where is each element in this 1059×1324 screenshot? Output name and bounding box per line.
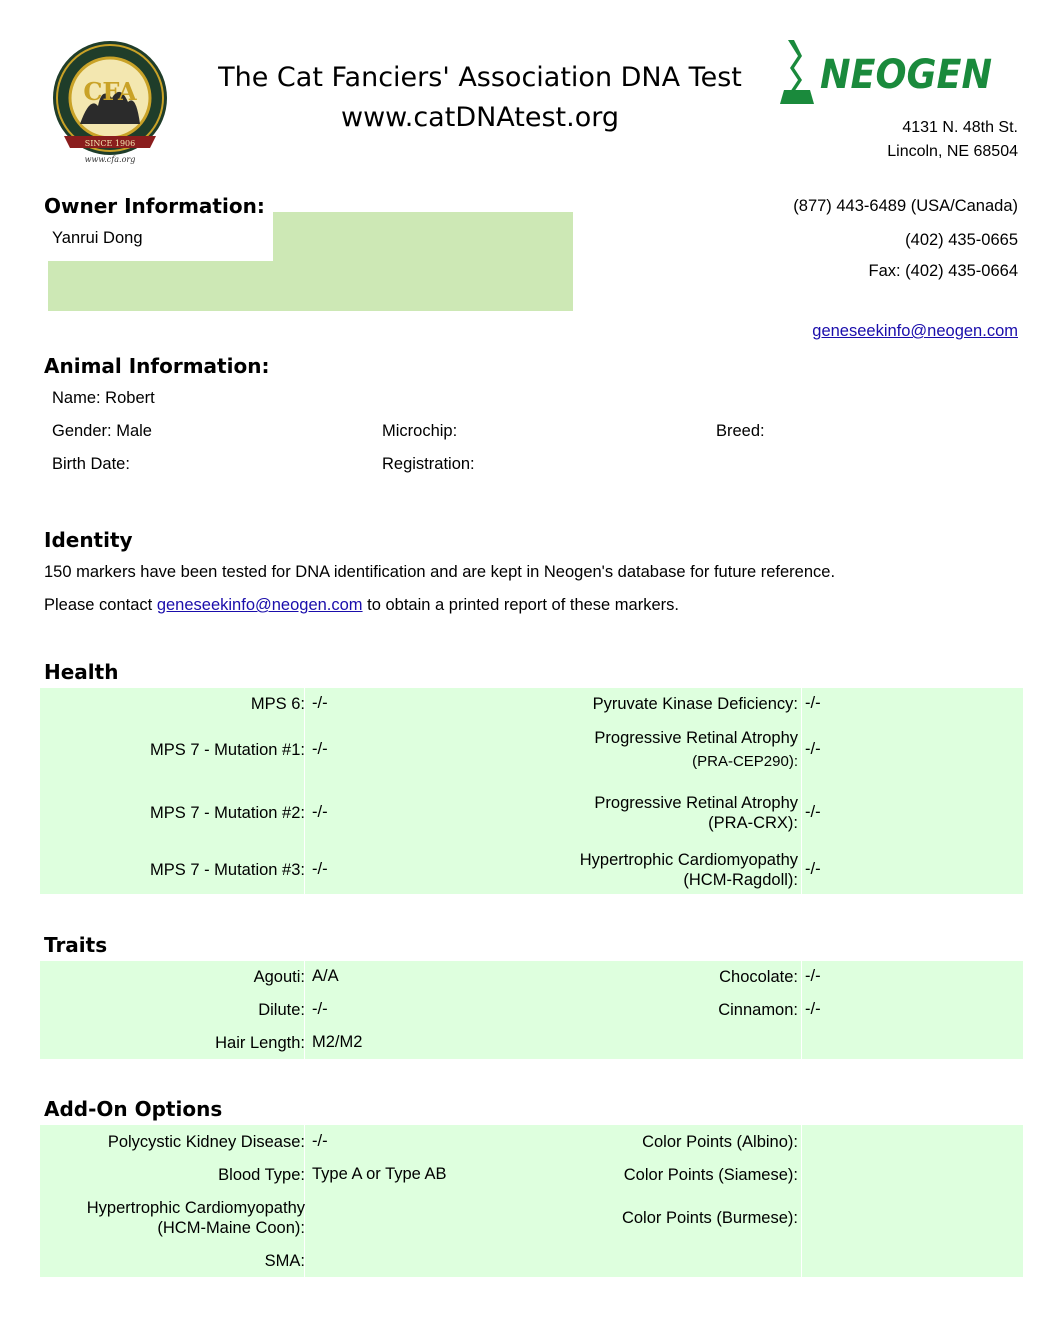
health-value: -/- (312, 803, 328, 821)
contact-email-link[interactable]: geneseekinfo@neogen.com (812, 322, 1018, 340)
addon-label: Blood Type: (218, 1166, 305, 1184)
cfa-logo (50, 36, 172, 166)
health-label-detail: (HCM-Ragdoll): (683, 871, 798, 889)
animal-microchip: Microchip: (382, 422, 458, 440)
addon-value: Type A or Type AB (312, 1165, 447, 1183)
phone-local: (402) 435-0665 (905, 231, 1018, 249)
redacted-address-field (48, 261, 573, 311)
animal-heading: Animal Information: (44, 354, 270, 378)
health-label: MPS 6: (250, 695, 305, 713)
health-value: -/- (805, 803, 821, 821)
svg-text:SINCE 1906: SINCE 1906 (84, 139, 136, 148)
health-label: MPS 7 - Mutation #3: (150, 861, 305, 879)
health-label: MPS 7 - Mutation #2: (150, 804, 305, 822)
health-value: -/- (312, 694, 328, 712)
animal-breed: Breed: (716, 422, 765, 440)
animal-gender: Gender: Male (52, 422, 152, 440)
health-label: Progressive Retinal Atrophy (594, 729, 798, 747)
animal-registration: Registration: (382, 455, 475, 473)
trait-label: Hair Length: (215, 1034, 305, 1052)
health-label: Progressive Retinal Atrophy (594, 794, 798, 812)
trait-value: A/A (312, 967, 339, 985)
traits-heading: Traits (44, 933, 108, 957)
animal-name: Name: Robert (52, 389, 155, 407)
addon-label-detail: (HCM-Maine Coon): (157, 1219, 305, 1237)
identity-contact-suffix: to obtain a printed report of these markers. (362, 596, 679, 614)
addon-label: SMA: (264, 1252, 305, 1270)
trait-label: Dilute: (258, 1001, 305, 1019)
health-label: Pyruvate Kinase Deficiency: (592, 695, 798, 713)
svg-text:www.cfa.org: www.cfa.org (84, 155, 136, 164)
identity-description: 150 markers have been tested for DNA identification and are kept in Neogen's database for future reference. (44, 563, 836, 581)
trait-value: -/- (805, 967, 821, 985)
health-label: MPS 7 - Mutation #1: (150, 741, 305, 759)
trait-value: M2/M2 (312, 1033, 363, 1051)
addon-value: -/- (312, 1132, 328, 1150)
health-label-detail: (PRA-CEP290): (692, 753, 798, 770)
health-value: -/- (312, 860, 328, 878)
identity-contact-line (44, 596, 679, 615)
redacted-owner-field (273, 212, 573, 261)
svg-text:CFA: CFA (83, 77, 137, 106)
health-value: -/- (805, 694, 821, 712)
trait-label: Cinnamon: (718, 1001, 798, 1019)
address-line-2: Lincoln, NE 68504 (887, 143, 1018, 160)
fax-number: Fax: (402) 435-0664 (868, 262, 1018, 280)
health-label-detail: (PRA-CRX): (708, 814, 798, 832)
neogen-logo (780, 38, 1000, 108)
identity-heading: Identity (44, 528, 133, 552)
addon-label: Hypertrophic Cardiomyopathy (86, 1199, 305, 1217)
traits-results-table (40, 961, 1023, 1059)
svg-text:NEOGEN: NEOGEN (820, 52, 992, 98)
addons-heading: Add-On Options (44, 1097, 223, 1121)
addon-label: Color Points (Albino): (642, 1133, 798, 1151)
health-label: Hypertrophic Cardiomyopathy (579, 851, 798, 869)
addon-label: Color Points (Burmese): (621, 1209, 798, 1227)
trait-value: -/- (805, 1000, 821, 1018)
health-value: -/- (312, 740, 328, 758)
document-title: The Cat Fanciers' Association DNA Test (218, 62, 742, 93)
trait-label: Agouti: (253, 968, 305, 986)
identity-email-link[interactable]: geneseekinfo@neogen.com (156, 596, 363, 614)
health-value: -/- (805, 740, 821, 758)
phone-toll-free: (877) 443-6489 (USA/Canada) (793, 197, 1018, 215)
address-line-1: 4131 N. 48th St. (902, 119, 1018, 136)
trait-label: Chocolate: (719, 968, 798, 986)
health-heading: Health (44, 660, 119, 684)
addon-label: Color Points (Siamese): (623, 1166, 798, 1184)
trait-value: -/- (312, 1000, 328, 1018)
owner-name: Yanrui Dong (52, 229, 143, 247)
document-url[interactable]: www.catDNAtest.org (340, 102, 620, 133)
identity-contact-prefix: Please contact (44, 596, 157, 614)
addon-label: Polycystic Kidney Disease: (107, 1133, 305, 1151)
health-value: -/- (805, 860, 821, 878)
animal-birth-date: Birth Date: (52, 455, 130, 473)
owner-heading: Owner Information: (44, 194, 265, 218)
